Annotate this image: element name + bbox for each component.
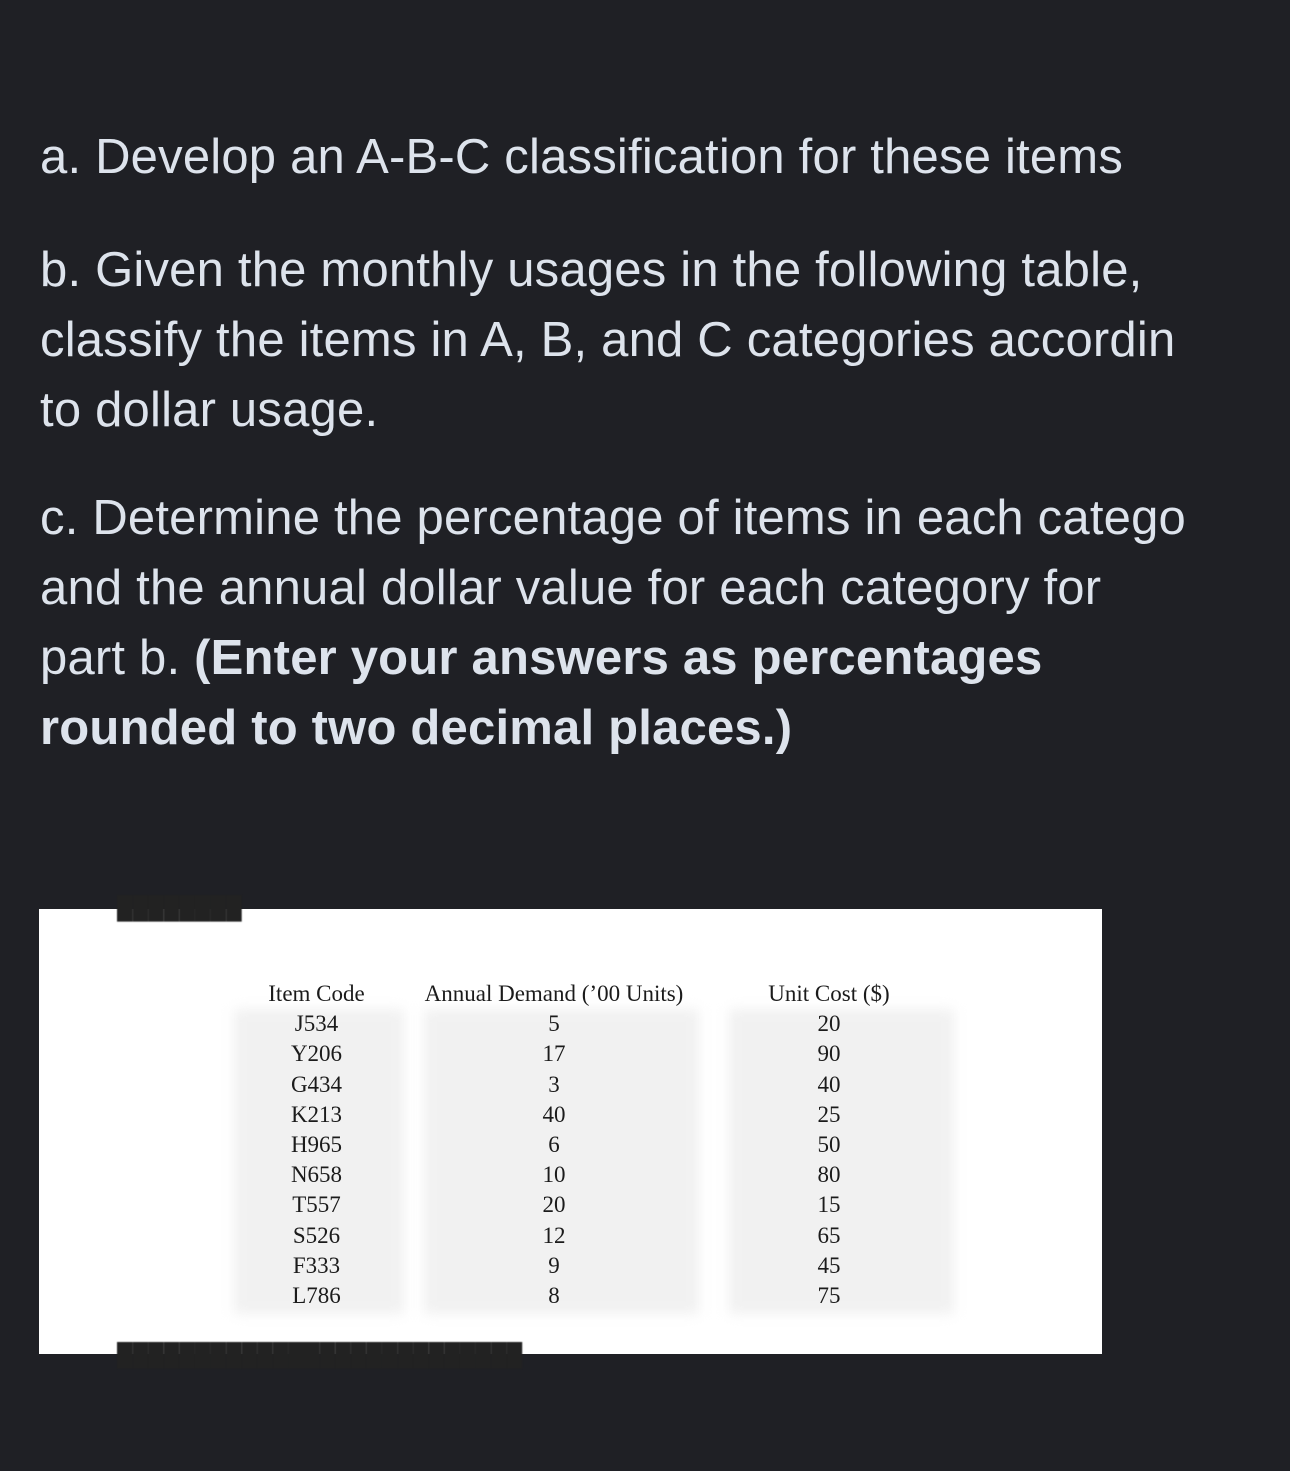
question-part-b <box>40 235 1290 445</box>
cell-annual-demand: 20 <box>542 1192 566 1218</box>
cell-annual-demand: 6 <box>548 1131 560 1157</box>
question-part-a <box>40 122 1290 192</box>
part-b-line-3: to dollar usage. <box>40 383 379 437</box>
cell-annual-demand: 17 <box>542 1041 566 1067</box>
cell-item-code: N658 <box>290 1162 343 1188</box>
cell-annual-demand: 10 <box>542 1162 566 1188</box>
part-c-line-2: and the annual dollar value for each category for <box>40 561 1102 615</box>
cell-unit-cost: 90 <box>817 1041 841 1067</box>
cell-item-code: Y206 <box>290 1041 343 1067</box>
cell-annual-demand: 3 <box>548 1071 560 1097</box>
cell-unit-cost: 45 <box>817 1252 841 1278</box>
part-b-line-1: b. Given the monthly usages in the following table, <box>40 243 1143 297</box>
cell-annual-demand: 5 <box>548 1011 560 1037</box>
part-c-line-4: rounded to two decimal places.) <box>40 701 793 755</box>
cell-item-code: K213 <box>290 1101 343 1127</box>
table-image <box>39 895 1102 1367</box>
column-annual-demand <box>409 979 699 1311</box>
cell-item-code: S526 <box>292 1222 341 1248</box>
cropped-text-bottom: ██████████████████████████ <box>117 1342 523 1367</box>
part-a-text: a. Develop an A-B-C classification for these items <box>40 130 1124 184</box>
header-annual-demand: Annual Demand (’00 Units) <box>424 981 684 1006</box>
cell-unit-cost: 75 <box>817 1282 841 1308</box>
cell-unit-cost: 15 <box>817 1192 841 1218</box>
cell-annual-demand: 8 <box>548 1282 560 1308</box>
cell-unit-cost: 40 <box>817 1071 841 1097</box>
question-part-c <box>40 483 1290 763</box>
cell-item-code: F333 <box>292 1252 341 1278</box>
part-c-line-3-normal: part b. <box>40 631 195 685</box>
cell-item-code: T557 <box>292 1192 341 1218</box>
cell-item-code: G434 <box>290 1071 343 1097</box>
cell-annual-demand: 12 <box>542 1222 566 1248</box>
cell-unit-cost: 25 <box>817 1101 841 1127</box>
part-c-instruction-bold: (Enter your answers as percentages <box>194 631 1043 685</box>
part-c-line-1: c. Determine the percentage of items in each catego <box>40 491 1187 545</box>
cell-unit-cost: 65 <box>817 1222 841 1248</box>
header-item-code: Item Code <box>268 981 365 1006</box>
cell-unit-cost: 50 <box>817 1131 841 1157</box>
cell-annual-demand: 40 <box>542 1101 566 1127</box>
part-c-line-3 <box>40 623 1290 693</box>
cell-annual-demand: 9 <box>548 1252 560 1278</box>
column-item-code <box>229 979 404 1311</box>
column-unit-cost <box>739 979 919 1311</box>
part-b-line-2: classify the items in A, B, and C categories accordin <box>40 313 1176 367</box>
cell-item-code: H965 <box>290 1131 343 1157</box>
cell-unit-cost: 80 <box>817 1162 841 1188</box>
cell-item-code: L786 <box>292 1282 341 1308</box>
cell-item-code: J534 <box>294 1011 339 1037</box>
cell-unit-cost: 20 <box>817 1011 841 1037</box>
cropped-text-top: ████████ <box>117 895 242 920</box>
header-unit-cost: Unit Cost ($) <box>768 981 890 1006</box>
